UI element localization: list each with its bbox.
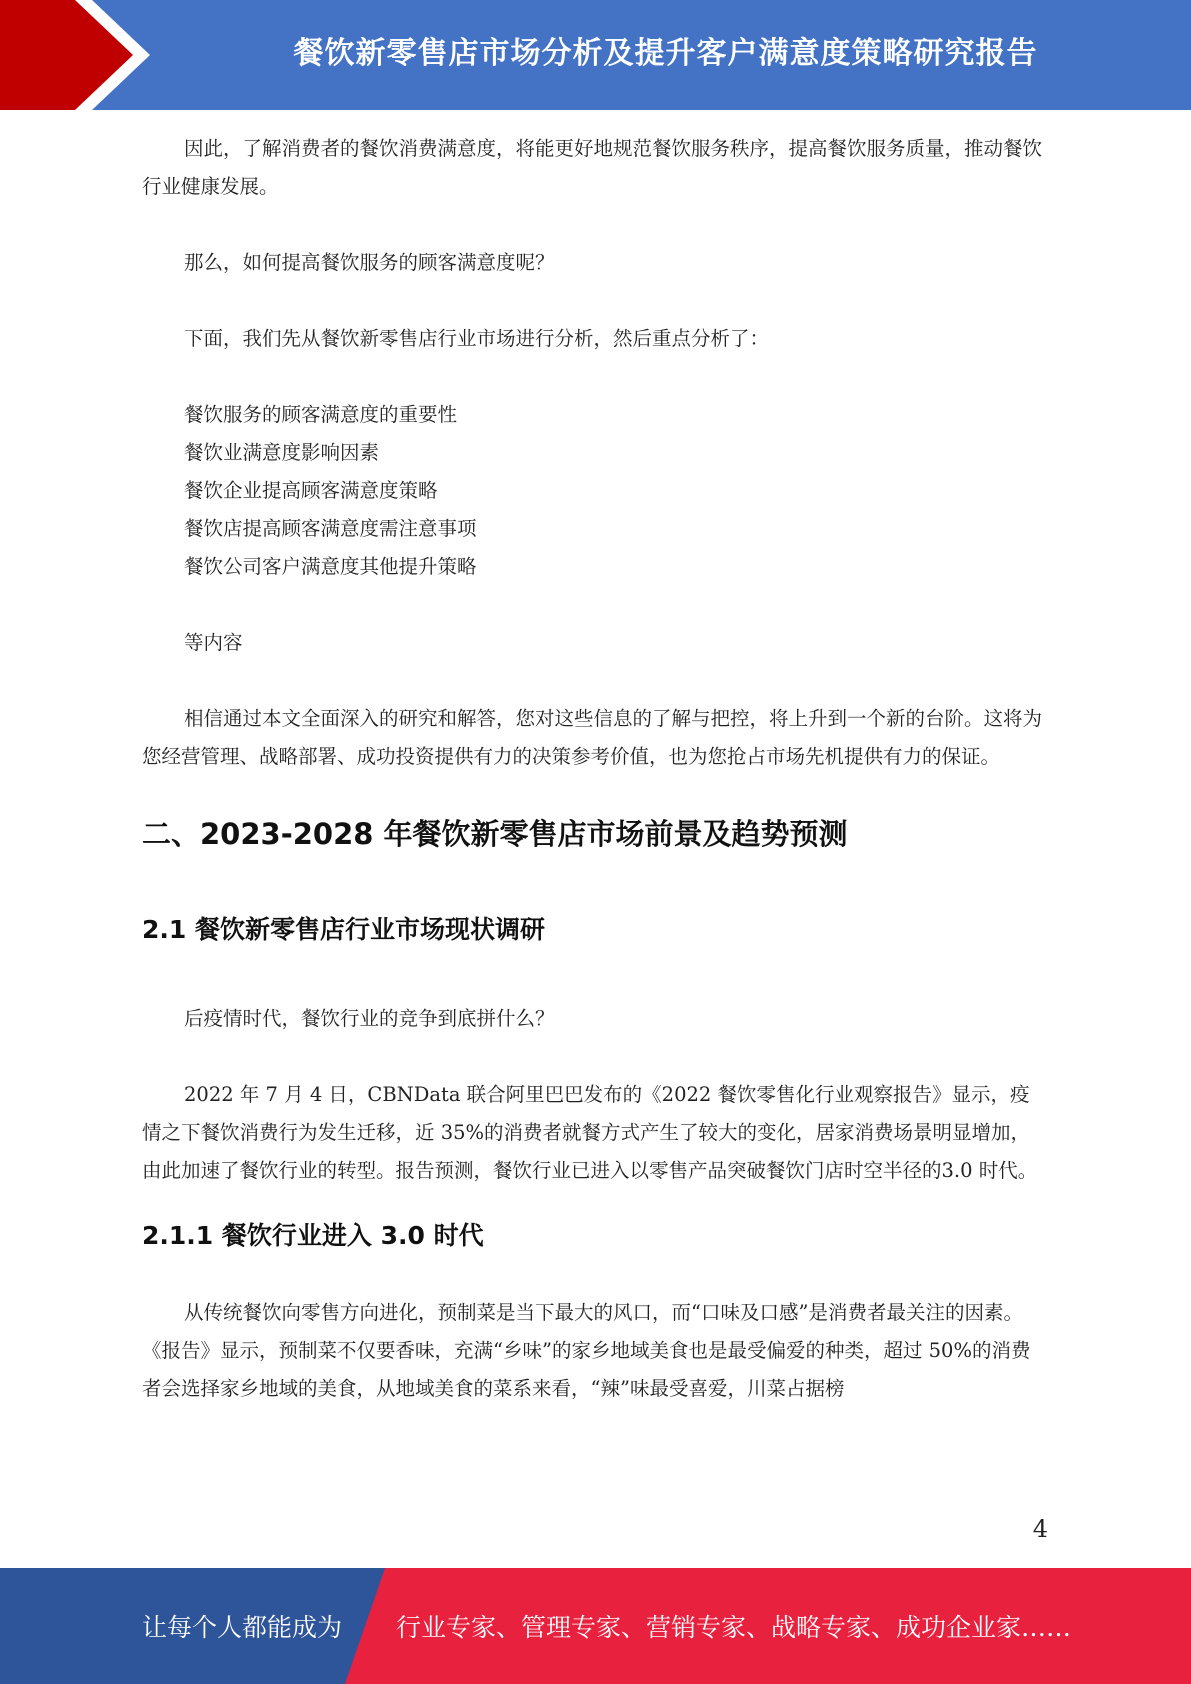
footer-slogan-right: 行业专家、管理专家、营销专家、战略专家、成功企业家…… bbox=[396, 1613, 1072, 1642]
list-item: 餐饮公司客户满意度其他提升策略 bbox=[184, 555, 477, 578]
list-item: 餐饮服务的顾客满意度的重要性 bbox=[184, 403, 458, 426]
paragraph: 2022 年 7 月 4 日，CBNData 联合阿里巴巴发布的《2022 餐饮零售化行业观察报告》显示，疫情之下餐饮消费行为发生迁移，近 35%的消费者就餐方式产生了较大的变化，居家消费场景明显增加，由此加速了餐饮行业的转型。报告预测，餐饮行业已进入以零售产品突破餐饮门店时空半径的3.0 时代。 bbox=[142, 1083, 1038, 1182]
paragraph: 下面，我们先从餐饮新零售店行业市场进行分析，然后重点分析了： bbox=[184, 327, 770, 350]
paragraph: 相信通过本文全面深入的研究和解答，您对这些信息的了解与把控，将上升到一个新的台阶。这将为您经营管理、战略部署、成功投资提供有力的决策参考价值，也为您抢占市场先机提供有力的保证。 bbox=[142, 707, 1043, 768]
page-footer bbox=[0, 1568, 1191, 1684]
page-number: 4 bbox=[1032, 1515, 1048, 1543]
list-item: 餐饮企业提高顾客满意度策略 bbox=[184, 479, 438, 502]
page-content bbox=[142, 130, 1046, 1408]
paragraph: 后疫情时代，餐饮行业的竞争到底拼什么？ bbox=[184, 1007, 555, 1030]
paragraph: 那么，如何提高餐饮服务的顾客满意度呢？ bbox=[184, 251, 555, 274]
page-header bbox=[0, 0, 1191, 110]
subsection-heading: 2.1 餐饮新零售店行业市场现状调研 bbox=[142, 915, 545, 944]
section-heading: 二、2023-2028 年餐饮新零售店市场前景及趋势预测 bbox=[142, 817, 848, 851]
paragraph: 从传统餐饮向零售方向进化，预制菜是当下最大的风口，而“口味及口感”是消费者最关注的因素。《报告》显示，预制菜不仅要香味，充满“乡味”的家乡地域美食也是最受偏爱的种类，超过 50%的消费者会选择家乡地域的美食，从地域美食的菜系来看，“辣”味最受喜爱，川菜占据榜 bbox=[142, 1301, 1031, 1400]
footer-slogan-left: 让每个人都能成为 bbox=[142, 1613, 343, 1642]
header-title: 餐饮新零售店市场分析及提升客户满意度策略研究报告 bbox=[293, 36, 1038, 71]
paragraph: 等内容 bbox=[184, 631, 243, 654]
list-item: 餐饮业满意度影响因素 bbox=[184, 441, 380, 464]
header-chevron-icon bbox=[0, 0, 160, 110]
list-item: 餐饮店提高顾客满意度需注意事项 bbox=[184, 517, 477, 540]
subsubsection-heading: 2.1.1 餐饮行业进入 3.0 时代 bbox=[142, 1221, 484, 1250]
paragraph: 因此，了解消费者的餐饮消费满意度，将能更好地规范餐饮服务秩序，提高餐饮服务质量，推动餐饮行业健康发展。 bbox=[142, 137, 1043, 198]
topic-list bbox=[142, 396, 1046, 586]
